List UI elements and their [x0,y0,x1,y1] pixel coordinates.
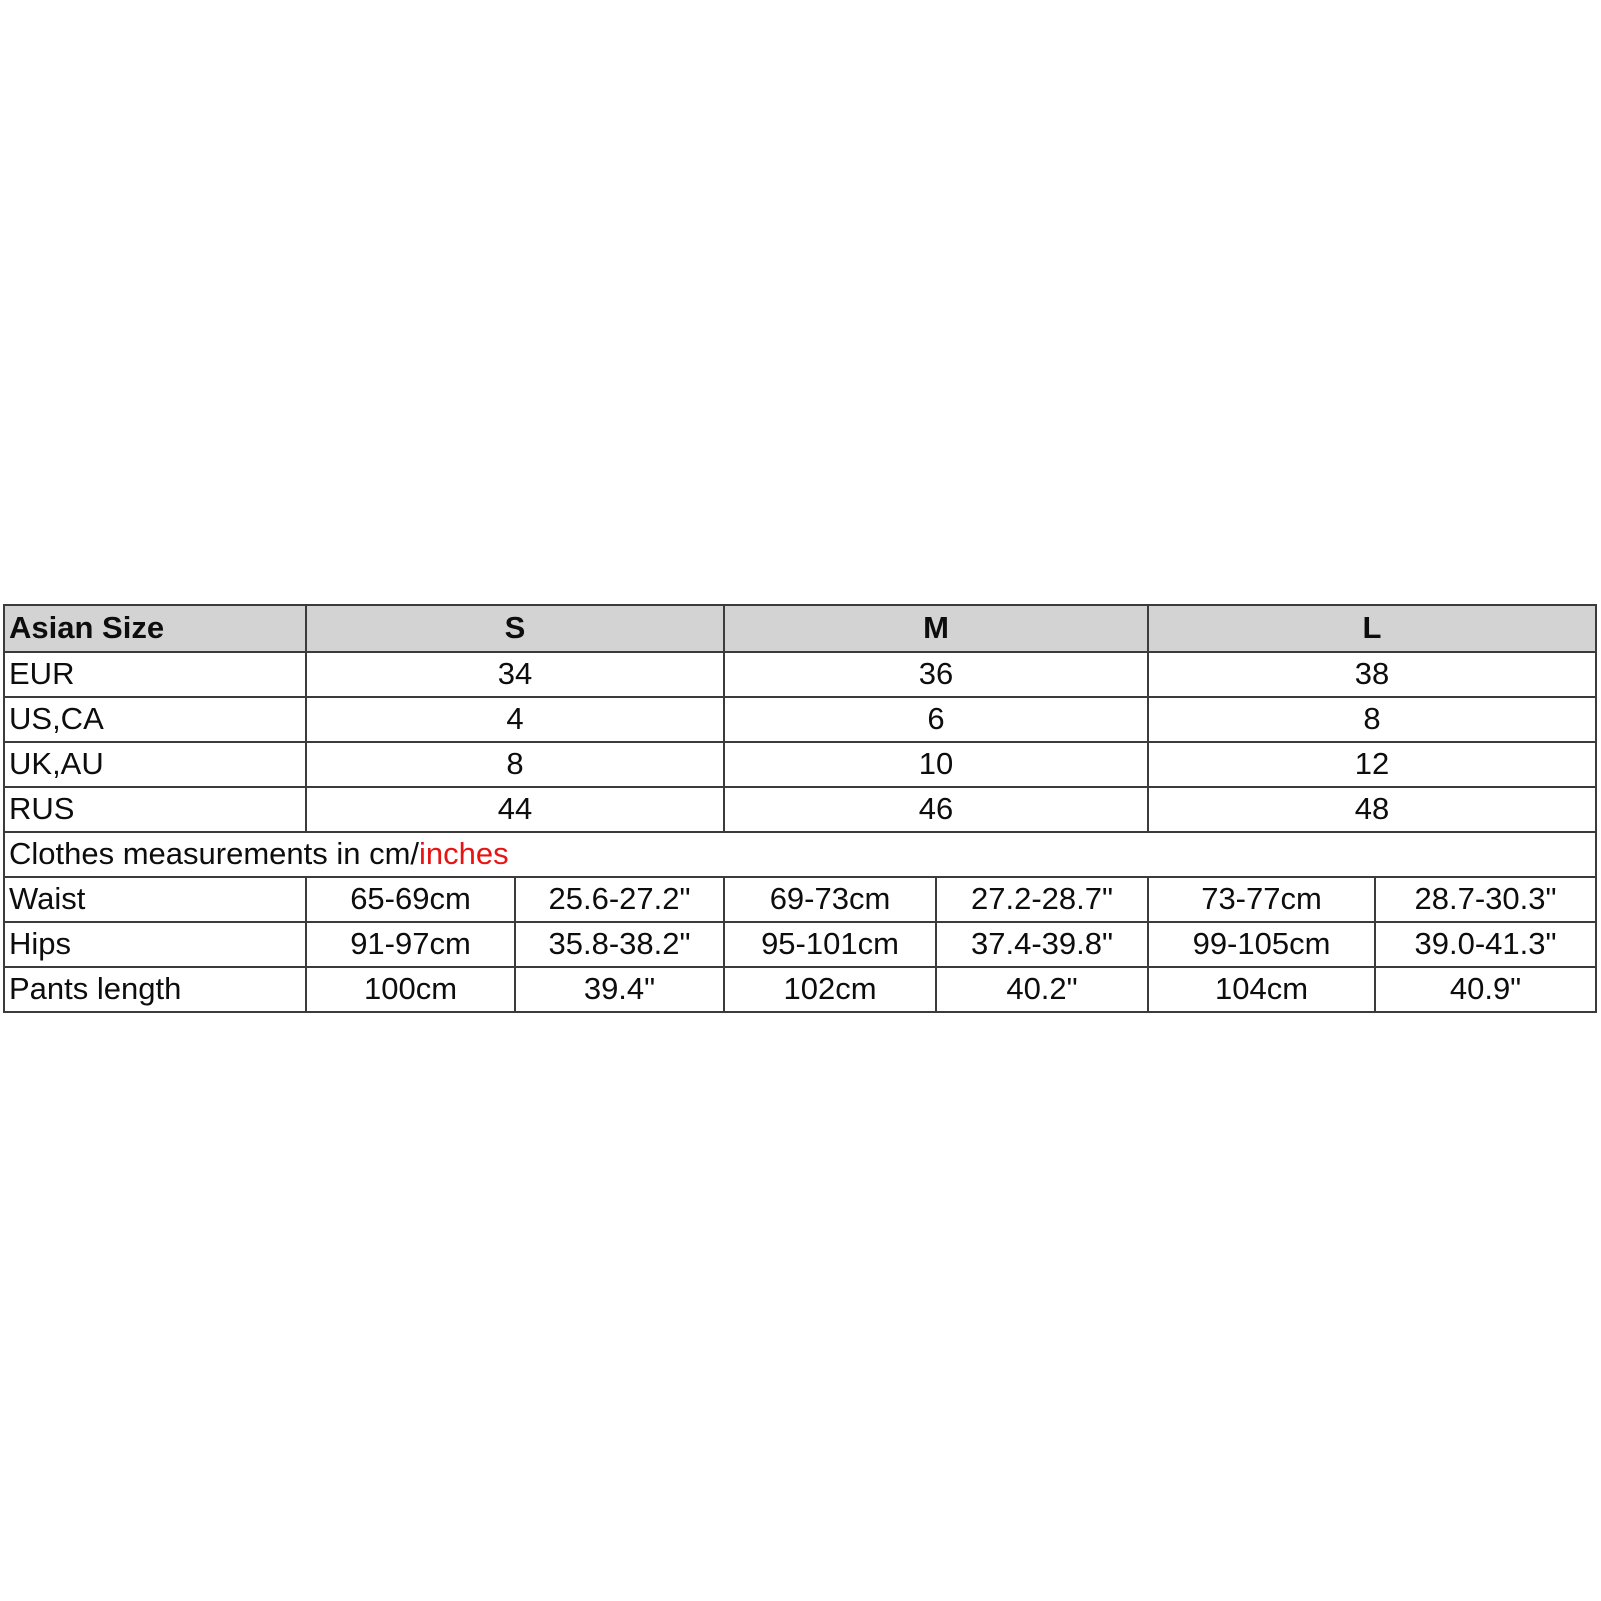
waist-m-cm: 69-73cm [724,877,936,922]
eur-value-l: 38 [1148,652,1596,697]
section-title-highlight: inches [419,836,509,872]
row-uk-au [4,742,1596,787]
uk-au-value-l: 12 [1148,742,1596,787]
rus-value-l: 48 [1148,787,1596,832]
row-label-hips: Hips [4,922,306,967]
uk-au-value-s: 8 [306,742,724,787]
pants-length-s-inches: 39.4" [515,967,724,1012]
col-header-size-m: M [724,605,1148,652]
hips-s-inches: 35.8-38.2" [515,922,724,967]
us-ca-value-m: 6 [724,697,1148,742]
col-header-asian-size: Asian Size [4,605,306,652]
row-label-eur: EUR [4,652,306,697]
waist-s-inches: 25.6-27.2" [515,877,724,922]
col-header-size-l: L [1148,605,1596,652]
row-pants-length [4,967,1596,1012]
row-eur [4,652,1596,697]
row-label-pants-length: Pants length [4,967,306,1012]
row-label-us-ca: US,CA [4,697,306,742]
row-rus [4,787,1596,832]
waist-s-cm: 65-69cm [306,877,515,922]
row-label-uk-au: UK,AU [4,742,306,787]
row-hips [4,922,1596,967]
hips-m-inches: 37.4-39.8" [936,922,1148,967]
section-title [4,832,1596,877]
us-ca-value-s: 4 [306,697,724,742]
rus-value-s: 44 [306,787,724,832]
hips-s-cm: 91-97cm [306,922,515,967]
waist-l-cm: 73-77cm [1148,877,1375,922]
eur-value-m: 36 [724,652,1148,697]
pants-length-m-cm: 102cm [724,967,936,1012]
rus-value-m: 46 [724,787,1148,832]
pants-length-s-cm: 100cm [306,967,515,1012]
hips-l-inches: 39.0-41.3" [1375,922,1596,967]
uk-au-value-m: 10 [724,742,1148,787]
hips-m-cm: 95-101cm [724,922,936,967]
section-title-prefix: Clothes measurements in cm/ [9,836,420,872]
hips-l-cm: 99-105cm [1148,922,1375,967]
waist-m-inches: 27.2-28.7" [936,877,1148,922]
pants-length-m-inches: 40.2" [936,967,1148,1012]
us-ca-value-l: 8 [1148,697,1596,742]
row-section-title [4,832,1596,877]
header-row [4,605,1596,652]
col-header-size-s: S [306,605,724,652]
row-label-rus: RUS [4,787,306,832]
waist-l-inches: 28.7-30.3" [1375,877,1596,922]
eur-value-s: 34 [306,652,724,697]
row-label-waist: Waist [4,877,306,922]
row-waist [4,877,1596,922]
row-us-ca [4,697,1596,742]
pants-length-l-inches: 40.9" [1375,967,1596,1012]
size-chart-table [3,604,1597,1013]
pants-length-l-cm: 104cm [1148,967,1375,1012]
